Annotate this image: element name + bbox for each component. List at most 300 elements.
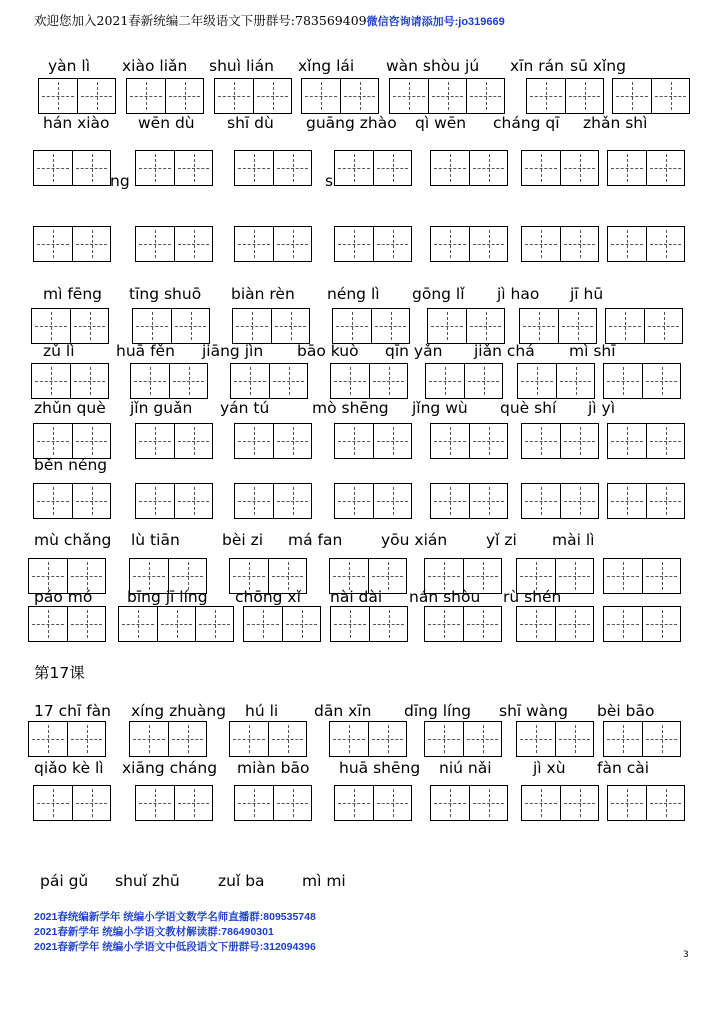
grid-cell[interactable] bbox=[169, 364, 207, 398]
pinyin-label: tīng shuō bbox=[129, 285, 202, 303]
grid-cell[interactable] bbox=[32, 364, 70, 398]
grid-cell[interactable] bbox=[469, 227, 507, 261]
pinyin-label: běn néng bbox=[34, 456, 108, 474]
grid-cell[interactable] bbox=[608, 424, 646, 458]
pinyin-label: guāng zhào bbox=[306, 114, 397, 132]
grid-cell[interactable] bbox=[174, 484, 212, 518]
pinyin-label: nán shòu bbox=[409, 588, 481, 606]
grid-cell[interactable] bbox=[136, 151, 174, 185]
writing-grid[interactable] bbox=[603, 721, 681, 757]
grid-cell[interactable] bbox=[646, 227, 684, 261]
grid-cell[interactable] bbox=[34, 151, 72, 185]
grid-cell[interactable] bbox=[335, 227, 373, 261]
pinyin-label: zuǐ ba bbox=[218, 872, 265, 890]
pinyin-label: má fan bbox=[288, 531, 343, 549]
grid-cell[interactable] bbox=[136, 227, 174, 261]
writing-grid[interactable] bbox=[424, 606, 502, 642]
grid-cell[interactable] bbox=[608, 484, 646, 518]
grid-cell[interactable] bbox=[136, 786, 174, 820]
pinyin-label: mài lì bbox=[552, 531, 595, 549]
grid-cell[interactable] bbox=[368, 722, 406, 756]
writing-grid[interactable] bbox=[430, 785, 508, 821]
grid-cell[interactable] bbox=[230, 559, 268, 593]
grid-cell[interactable] bbox=[518, 364, 556, 398]
grid-cell[interactable] bbox=[469, 484, 507, 518]
writing-grid[interactable] bbox=[33, 423, 111, 459]
grid-cell[interactable] bbox=[371, 309, 409, 343]
grid-cell[interactable] bbox=[215, 79, 253, 113]
grid-cell[interactable] bbox=[29, 607, 67, 641]
writing-grid[interactable] bbox=[301, 78, 379, 114]
grid-cell[interactable] bbox=[235, 484, 273, 518]
pinyin-label: hú li bbox=[245, 702, 279, 720]
grid-cell[interactable] bbox=[464, 364, 502, 398]
grid-cell[interactable] bbox=[171, 309, 209, 343]
pinyin-label: qīn yǎn bbox=[385, 342, 443, 360]
pinyin-label: néng lì bbox=[327, 285, 380, 303]
writing-grid[interactable] bbox=[126, 78, 204, 114]
pinyin-label: xīn rán bbox=[510, 57, 564, 75]
grid-cell[interactable] bbox=[463, 722, 501, 756]
pinyin-label: zǔ lì bbox=[43, 342, 75, 360]
grid-cell[interactable] bbox=[253, 79, 291, 113]
grid-cell[interactable] bbox=[469, 786, 507, 820]
grid-cell[interactable] bbox=[469, 151, 507, 185]
grid-cell[interactable] bbox=[565, 79, 603, 113]
pinyin-label: xíng zhuàng bbox=[131, 702, 227, 720]
grid-cell[interactable] bbox=[77, 79, 115, 113]
writing-grid[interactable] bbox=[430, 483, 508, 519]
pinyin-label: mì mi bbox=[302, 872, 346, 890]
grid-cell[interactable] bbox=[560, 227, 598, 261]
grid-cell[interactable] bbox=[527, 79, 565, 113]
writing-grid[interactable] bbox=[329, 558, 407, 594]
pinyin-label: miàn bāo bbox=[237, 759, 310, 777]
grid-cell[interactable] bbox=[608, 227, 646, 261]
grid-cell[interactable] bbox=[466, 79, 504, 113]
writing-grid[interactable] bbox=[229, 558, 307, 594]
writing-grid[interactable] bbox=[135, 785, 213, 821]
pinyin-label: shuì lián bbox=[209, 57, 274, 75]
grid-cell[interactable] bbox=[244, 607, 282, 641]
grid-cell[interactable] bbox=[67, 607, 105, 641]
pinyin-label: jì hao bbox=[497, 285, 540, 303]
grid-cell[interactable] bbox=[517, 722, 555, 756]
writing-grid[interactable] bbox=[607, 483, 685, 519]
writing-grid[interactable] bbox=[334, 226, 412, 262]
writing-grid[interactable] bbox=[234, 226, 312, 262]
grid-cell[interactable] bbox=[425, 559, 463, 593]
grid-cell[interactable] bbox=[522, 786, 560, 820]
grid-cell[interactable] bbox=[130, 559, 168, 593]
grid-cell[interactable] bbox=[302, 79, 340, 113]
pinyin-label: xiào liǎn bbox=[122, 57, 188, 75]
grid-cell[interactable] bbox=[428, 309, 466, 343]
grid-cell[interactable] bbox=[428, 79, 466, 113]
grid-cell[interactable] bbox=[560, 484, 598, 518]
grid-cell[interactable] bbox=[369, 364, 407, 398]
grid-cell[interactable] bbox=[608, 151, 646, 185]
grid-cell[interactable] bbox=[330, 559, 368, 593]
pinyin-label: mò shēng bbox=[312, 399, 389, 417]
writing-grid[interactable] bbox=[33, 226, 111, 262]
writing-grid[interactable] bbox=[603, 558, 681, 594]
grid-cell[interactable] bbox=[165, 79, 203, 113]
writing-grid[interactable] bbox=[521, 150, 599, 186]
writing-grid[interactable] bbox=[129, 721, 207, 757]
pinyin-label: xǐng lái bbox=[298, 57, 355, 75]
grid-cell[interactable] bbox=[72, 424, 110, 458]
grid-cell[interactable] bbox=[235, 151, 273, 185]
grid-cell[interactable] bbox=[431, 484, 469, 518]
grid-cell[interactable] bbox=[174, 424, 212, 458]
writing-grid[interactable] bbox=[605, 308, 683, 344]
writing-grid[interactable] bbox=[607, 785, 685, 821]
writing-grid[interactable] bbox=[521, 785, 599, 821]
writing-grid[interactable] bbox=[521, 226, 599, 262]
grid-cell[interactable] bbox=[651, 79, 689, 113]
writing-grid[interactable] bbox=[603, 363, 681, 399]
grid-cell[interactable] bbox=[72, 151, 110, 185]
pinyin-label: rù shén bbox=[503, 588, 562, 606]
pinyin-label: huā fěn bbox=[116, 342, 175, 360]
grid-cell[interactable] bbox=[522, 484, 560, 518]
writing-grid[interactable] bbox=[334, 423, 412, 459]
grid-cell[interactable] bbox=[273, 151, 311, 185]
writing-grid[interactable] bbox=[329, 721, 407, 757]
pinyin-label: biàn rèn bbox=[231, 285, 295, 303]
writing-grid[interactable] bbox=[334, 483, 412, 519]
grid-cell[interactable] bbox=[331, 607, 369, 641]
writing-grid[interactable] bbox=[28, 558, 106, 594]
pinyin-label: yàn lì bbox=[48, 57, 91, 75]
pinyin-label: páo mó bbox=[34, 588, 93, 606]
grid-cell[interactable] bbox=[330, 722, 368, 756]
grid-cell[interactable] bbox=[517, 607, 555, 641]
writing-grid[interactable] bbox=[430, 423, 508, 459]
pinyin-label: yōu xián bbox=[381, 531, 448, 549]
writing-grid[interactable] bbox=[243, 606, 321, 642]
grid-cell[interactable] bbox=[642, 559, 680, 593]
pinyin-label: bèi bāo bbox=[597, 702, 655, 720]
pinyin-label: yán tú bbox=[220, 399, 270, 417]
grid-cell[interactable] bbox=[369, 607, 407, 641]
grid-cell[interactable] bbox=[32, 309, 70, 343]
footer-line-2: 2021春新学年 统编小学语文教材解读群:786490301 bbox=[34, 926, 274, 938]
grid-cell[interactable] bbox=[331, 364, 369, 398]
grid-cell[interactable] bbox=[522, 151, 560, 185]
grid-cell[interactable] bbox=[335, 786, 373, 820]
writing-grid[interactable] bbox=[430, 226, 508, 262]
writing-grid[interactable] bbox=[607, 226, 685, 262]
grid-cell[interactable] bbox=[604, 607, 642, 641]
pinyin-label: jiāng jìn bbox=[202, 342, 264, 360]
grid-cell[interactable] bbox=[235, 227, 273, 261]
grid-cell[interactable] bbox=[34, 227, 72, 261]
grid-cell[interactable] bbox=[555, 722, 593, 756]
writing-grid[interactable] bbox=[33, 483, 111, 519]
grid-cell[interactable] bbox=[119, 607, 157, 641]
pinyin-label: què shí bbox=[500, 399, 557, 417]
grid-cell[interactable] bbox=[174, 786, 212, 820]
grid-cell[interactable] bbox=[340, 79, 378, 113]
grid-cell[interactable] bbox=[136, 424, 174, 458]
grid-cell[interactable] bbox=[425, 722, 463, 756]
pinyin-label: shī wàng bbox=[499, 702, 568, 720]
grid-cell[interactable] bbox=[231, 364, 269, 398]
writing-grid[interactable] bbox=[427, 308, 505, 344]
pinyin-label: fàn cài bbox=[597, 759, 650, 777]
grid-cell[interactable] bbox=[39, 79, 77, 113]
writing-grid[interactable] bbox=[28, 721, 106, 757]
pinyin-label: chōng xǐ bbox=[235, 588, 301, 606]
pinyin-label: ng bbox=[110, 172, 130, 190]
pinyin-label: qì wēn bbox=[415, 114, 467, 132]
writing-grid[interactable] bbox=[425, 363, 503, 399]
grid-cell[interactable] bbox=[431, 786, 469, 820]
writing-grid[interactable] bbox=[334, 785, 412, 821]
pinyin-label: shuǐ zhū bbox=[115, 872, 180, 890]
grid-cell[interactable] bbox=[373, 424, 411, 458]
writing-grid[interactable] bbox=[526, 78, 604, 114]
grid-cell[interactable] bbox=[136, 484, 174, 518]
writing-grid[interactable] bbox=[31, 308, 109, 344]
writing-grid[interactable] bbox=[517, 363, 595, 399]
grid-cell[interactable] bbox=[556, 364, 594, 398]
grid-cell[interactable] bbox=[34, 786, 72, 820]
grid-cell[interactable] bbox=[431, 151, 469, 185]
writing-grid[interactable] bbox=[230, 363, 308, 399]
pinyin-label: wàn shòu jú bbox=[386, 57, 480, 75]
grid-cell[interactable] bbox=[463, 607, 501, 641]
grid-cell[interactable] bbox=[34, 484, 72, 518]
grid-cell[interactable] bbox=[604, 559, 642, 593]
writing-grid[interactable] bbox=[135, 226, 213, 262]
pinyin-label: dīng líng bbox=[404, 702, 472, 720]
grid-cell[interactable] bbox=[463, 559, 501, 593]
grid-cell[interactable] bbox=[168, 559, 206, 593]
grid-cell[interactable] bbox=[273, 484, 311, 518]
writing-grid[interactable] bbox=[234, 483, 312, 519]
grid-cell[interactable] bbox=[646, 424, 684, 458]
pinyin-label: bāo kuò bbox=[297, 342, 359, 360]
pinyin-label: jǐn guǎn bbox=[130, 399, 193, 417]
writing-grid[interactable] bbox=[332, 308, 410, 344]
pinyin-label: qiǎo kè lì bbox=[34, 759, 104, 777]
writing-grid[interactable] bbox=[334, 150, 412, 186]
grid-cell[interactable] bbox=[373, 151, 411, 185]
writing-grid[interactable] bbox=[130, 363, 208, 399]
writing-grid[interactable] bbox=[607, 423, 685, 459]
grid-cell[interactable] bbox=[431, 424, 469, 458]
grid-cell[interactable] bbox=[522, 424, 560, 458]
grid-cell[interactable] bbox=[168, 722, 206, 756]
pinyin-label: 17 chī fàn bbox=[34, 702, 112, 720]
grid-cell[interactable] bbox=[373, 786, 411, 820]
writing-grid[interactable] bbox=[521, 423, 599, 459]
grid-cell[interactable] bbox=[70, 309, 108, 343]
writing-grid[interactable] bbox=[28, 606, 106, 642]
grid-cell[interactable] bbox=[271, 309, 309, 343]
writing-grid[interactable] bbox=[31, 363, 109, 399]
grid-cell[interactable] bbox=[70, 364, 108, 398]
writing-grid[interactable] bbox=[118, 606, 234, 642]
writing-grid[interactable] bbox=[519, 308, 597, 344]
grid-cell[interactable] bbox=[466, 309, 504, 343]
grid-cell[interactable] bbox=[333, 309, 371, 343]
grid-cell[interactable] bbox=[558, 309, 596, 343]
writing-grid[interactable] bbox=[603, 606, 681, 642]
grid-cell[interactable] bbox=[560, 151, 598, 185]
writing-grid[interactable] bbox=[132, 308, 210, 344]
writing-grid[interactable] bbox=[129, 558, 207, 594]
grid-cell[interactable] bbox=[282, 607, 320, 641]
writing-grid[interactable] bbox=[229, 721, 307, 757]
grid-cell[interactable] bbox=[335, 151, 373, 185]
page-number: 3 bbox=[683, 950, 689, 960]
grid-cell[interactable] bbox=[67, 722, 105, 756]
grid-cell[interactable] bbox=[469, 424, 507, 458]
writing-grid[interactable] bbox=[135, 483, 213, 519]
writing-grid[interactable] bbox=[38, 78, 116, 114]
grid-cell[interactable] bbox=[604, 364, 642, 398]
grid-cell[interactable] bbox=[268, 722, 306, 756]
grid-cell[interactable] bbox=[273, 227, 311, 261]
pinyin-label: s bbox=[325, 172, 334, 190]
writing-grid[interactable] bbox=[33, 150, 111, 186]
writing-grid[interactable] bbox=[135, 423, 213, 459]
grid-cell[interactable] bbox=[335, 484, 373, 518]
writing-grid[interactable] bbox=[234, 785, 312, 821]
grid-cell[interactable] bbox=[230, 722, 268, 756]
footer-line-3: 2021春新学年 统编小学语文中低段语文下册群号:312094396 bbox=[34, 941, 316, 953]
grid-cell[interactable] bbox=[555, 559, 593, 593]
grid-cell[interactable] bbox=[642, 607, 680, 641]
writing-grid[interactable] bbox=[234, 150, 312, 186]
writing-grid[interactable] bbox=[607, 150, 685, 186]
grid-cell[interactable] bbox=[517, 559, 555, 593]
grid-cell[interactable] bbox=[646, 484, 684, 518]
writing-grid[interactable] bbox=[33, 785, 111, 821]
pinyin-label: bèi zi bbox=[222, 531, 264, 549]
grid-cell[interactable] bbox=[604, 722, 642, 756]
grid-cell[interactable] bbox=[560, 424, 598, 458]
pinyin-label: xiāng cháng bbox=[122, 759, 218, 777]
grid-cell[interactable] bbox=[273, 424, 311, 458]
grid-cell[interactable] bbox=[642, 364, 680, 398]
pinyin-label: zhǎn shì bbox=[583, 114, 648, 132]
grid-cell[interactable] bbox=[34, 424, 72, 458]
grid-cell[interactable] bbox=[72, 484, 110, 518]
grid-cell[interactable] bbox=[646, 151, 684, 185]
pinyin-label: hán xiào bbox=[43, 114, 110, 132]
pinyin-label: mì shī bbox=[569, 342, 616, 360]
grid-cell[interactable] bbox=[373, 227, 411, 261]
pinyin-label: lù tiān bbox=[131, 531, 180, 549]
pinyin-label: yǐ zi bbox=[486, 531, 517, 549]
writing-grid[interactable] bbox=[430, 150, 508, 186]
grid-cell[interactable] bbox=[560, 786, 598, 820]
grid-cell[interactable] bbox=[72, 227, 110, 261]
grid-cell[interactable] bbox=[268, 559, 306, 593]
writing-grid[interactable] bbox=[232, 308, 310, 344]
header-group-text: 欢迎您加入2021春新统编二年级语文下册群号:783569409 bbox=[34, 13, 367, 28]
grid-cell[interactable] bbox=[174, 151, 212, 185]
grid-cell[interactable] bbox=[29, 722, 67, 756]
pinyin-label: jì xù bbox=[533, 759, 566, 777]
pinyin-label: dān xīn bbox=[314, 702, 372, 720]
grid-cell[interactable] bbox=[127, 79, 165, 113]
grid-cell[interactable] bbox=[131, 364, 169, 398]
pinyin-label: niú nǎi bbox=[439, 759, 492, 777]
writing-grid[interactable] bbox=[516, 558, 594, 594]
grid-cell[interactable] bbox=[646, 786, 684, 820]
grid-cell[interactable] bbox=[195, 607, 233, 641]
grid-cell[interactable] bbox=[373, 484, 411, 518]
grid-cell[interactable] bbox=[644, 309, 682, 343]
writing-grid[interactable] bbox=[612, 78, 690, 114]
grid-cell[interactable] bbox=[273, 786, 311, 820]
grid-cell[interactable] bbox=[608, 786, 646, 820]
grid-cell[interactable] bbox=[133, 309, 171, 343]
grid-cell[interactable] bbox=[520, 309, 558, 343]
writing-grid[interactable] bbox=[330, 363, 408, 399]
grid-cell[interactable] bbox=[67, 559, 105, 593]
grid-cell[interactable] bbox=[522, 227, 560, 261]
grid-cell[interactable] bbox=[606, 309, 644, 343]
grid-cell[interactable] bbox=[425, 607, 463, 641]
writing-grid[interactable] bbox=[234, 423, 312, 459]
grid-cell[interactable] bbox=[233, 309, 271, 343]
writing-grid[interactable] bbox=[516, 721, 594, 757]
grid-cell[interactable] bbox=[426, 364, 464, 398]
grid-cell[interactable] bbox=[72, 786, 110, 820]
grid-cell[interactable] bbox=[431, 227, 469, 261]
pinyin-label: shī dù bbox=[227, 114, 274, 132]
writing-grid[interactable] bbox=[424, 558, 502, 594]
grid-cell[interactable] bbox=[269, 364, 307, 398]
pinyin-label: sū xǐng bbox=[570, 57, 626, 75]
grid-cell[interactable] bbox=[235, 786, 273, 820]
grid-cell[interactable] bbox=[368, 559, 406, 593]
writing-grid[interactable] bbox=[516, 606, 594, 642]
grid-cell[interactable] bbox=[335, 424, 373, 458]
page-header bbox=[34, 10, 505, 29]
writing-grid[interactable] bbox=[330, 606, 408, 642]
grid-cell[interactable] bbox=[29, 559, 67, 593]
pinyin-label: jǐng wù bbox=[412, 399, 468, 417]
pinyin-label: wēn dù bbox=[138, 114, 195, 132]
writing-grid[interactable] bbox=[389, 78, 505, 114]
writing-grid[interactable] bbox=[521, 483, 599, 519]
grid-cell[interactable] bbox=[130, 722, 168, 756]
pinyin-label: nài dài bbox=[330, 588, 383, 606]
grid-cell[interactable] bbox=[235, 424, 273, 458]
pinyin-label: cháng qī bbox=[493, 114, 560, 132]
grid-cell[interactable] bbox=[613, 79, 651, 113]
writing-grid[interactable] bbox=[424, 721, 502, 757]
pinyin-label: pái gǔ bbox=[40, 872, 89, 890]
pinyin-label: mì fēng bbox=[43, 285, 102, 303]
writing-grid[interactable] bbox=[214, 78, 292, 114]
writing-grid[interactable] bbox=[135, 150, 213, 186]
grid-cell[interactable] bbox=[555, 607, 593, 641]
grid-cell[interactable] bbox=[174, 227, 212, 261]
grid-cell[interactable] bbox=[157, 607, 195, 641]
pinyin-label: jī hū bbox=[570, 285, 604, 303]
grid-cell[interactable] bbox=[642, 722, 680, 756]
grid-cell[interactable] bbox=[390, 79, 428, 113]
